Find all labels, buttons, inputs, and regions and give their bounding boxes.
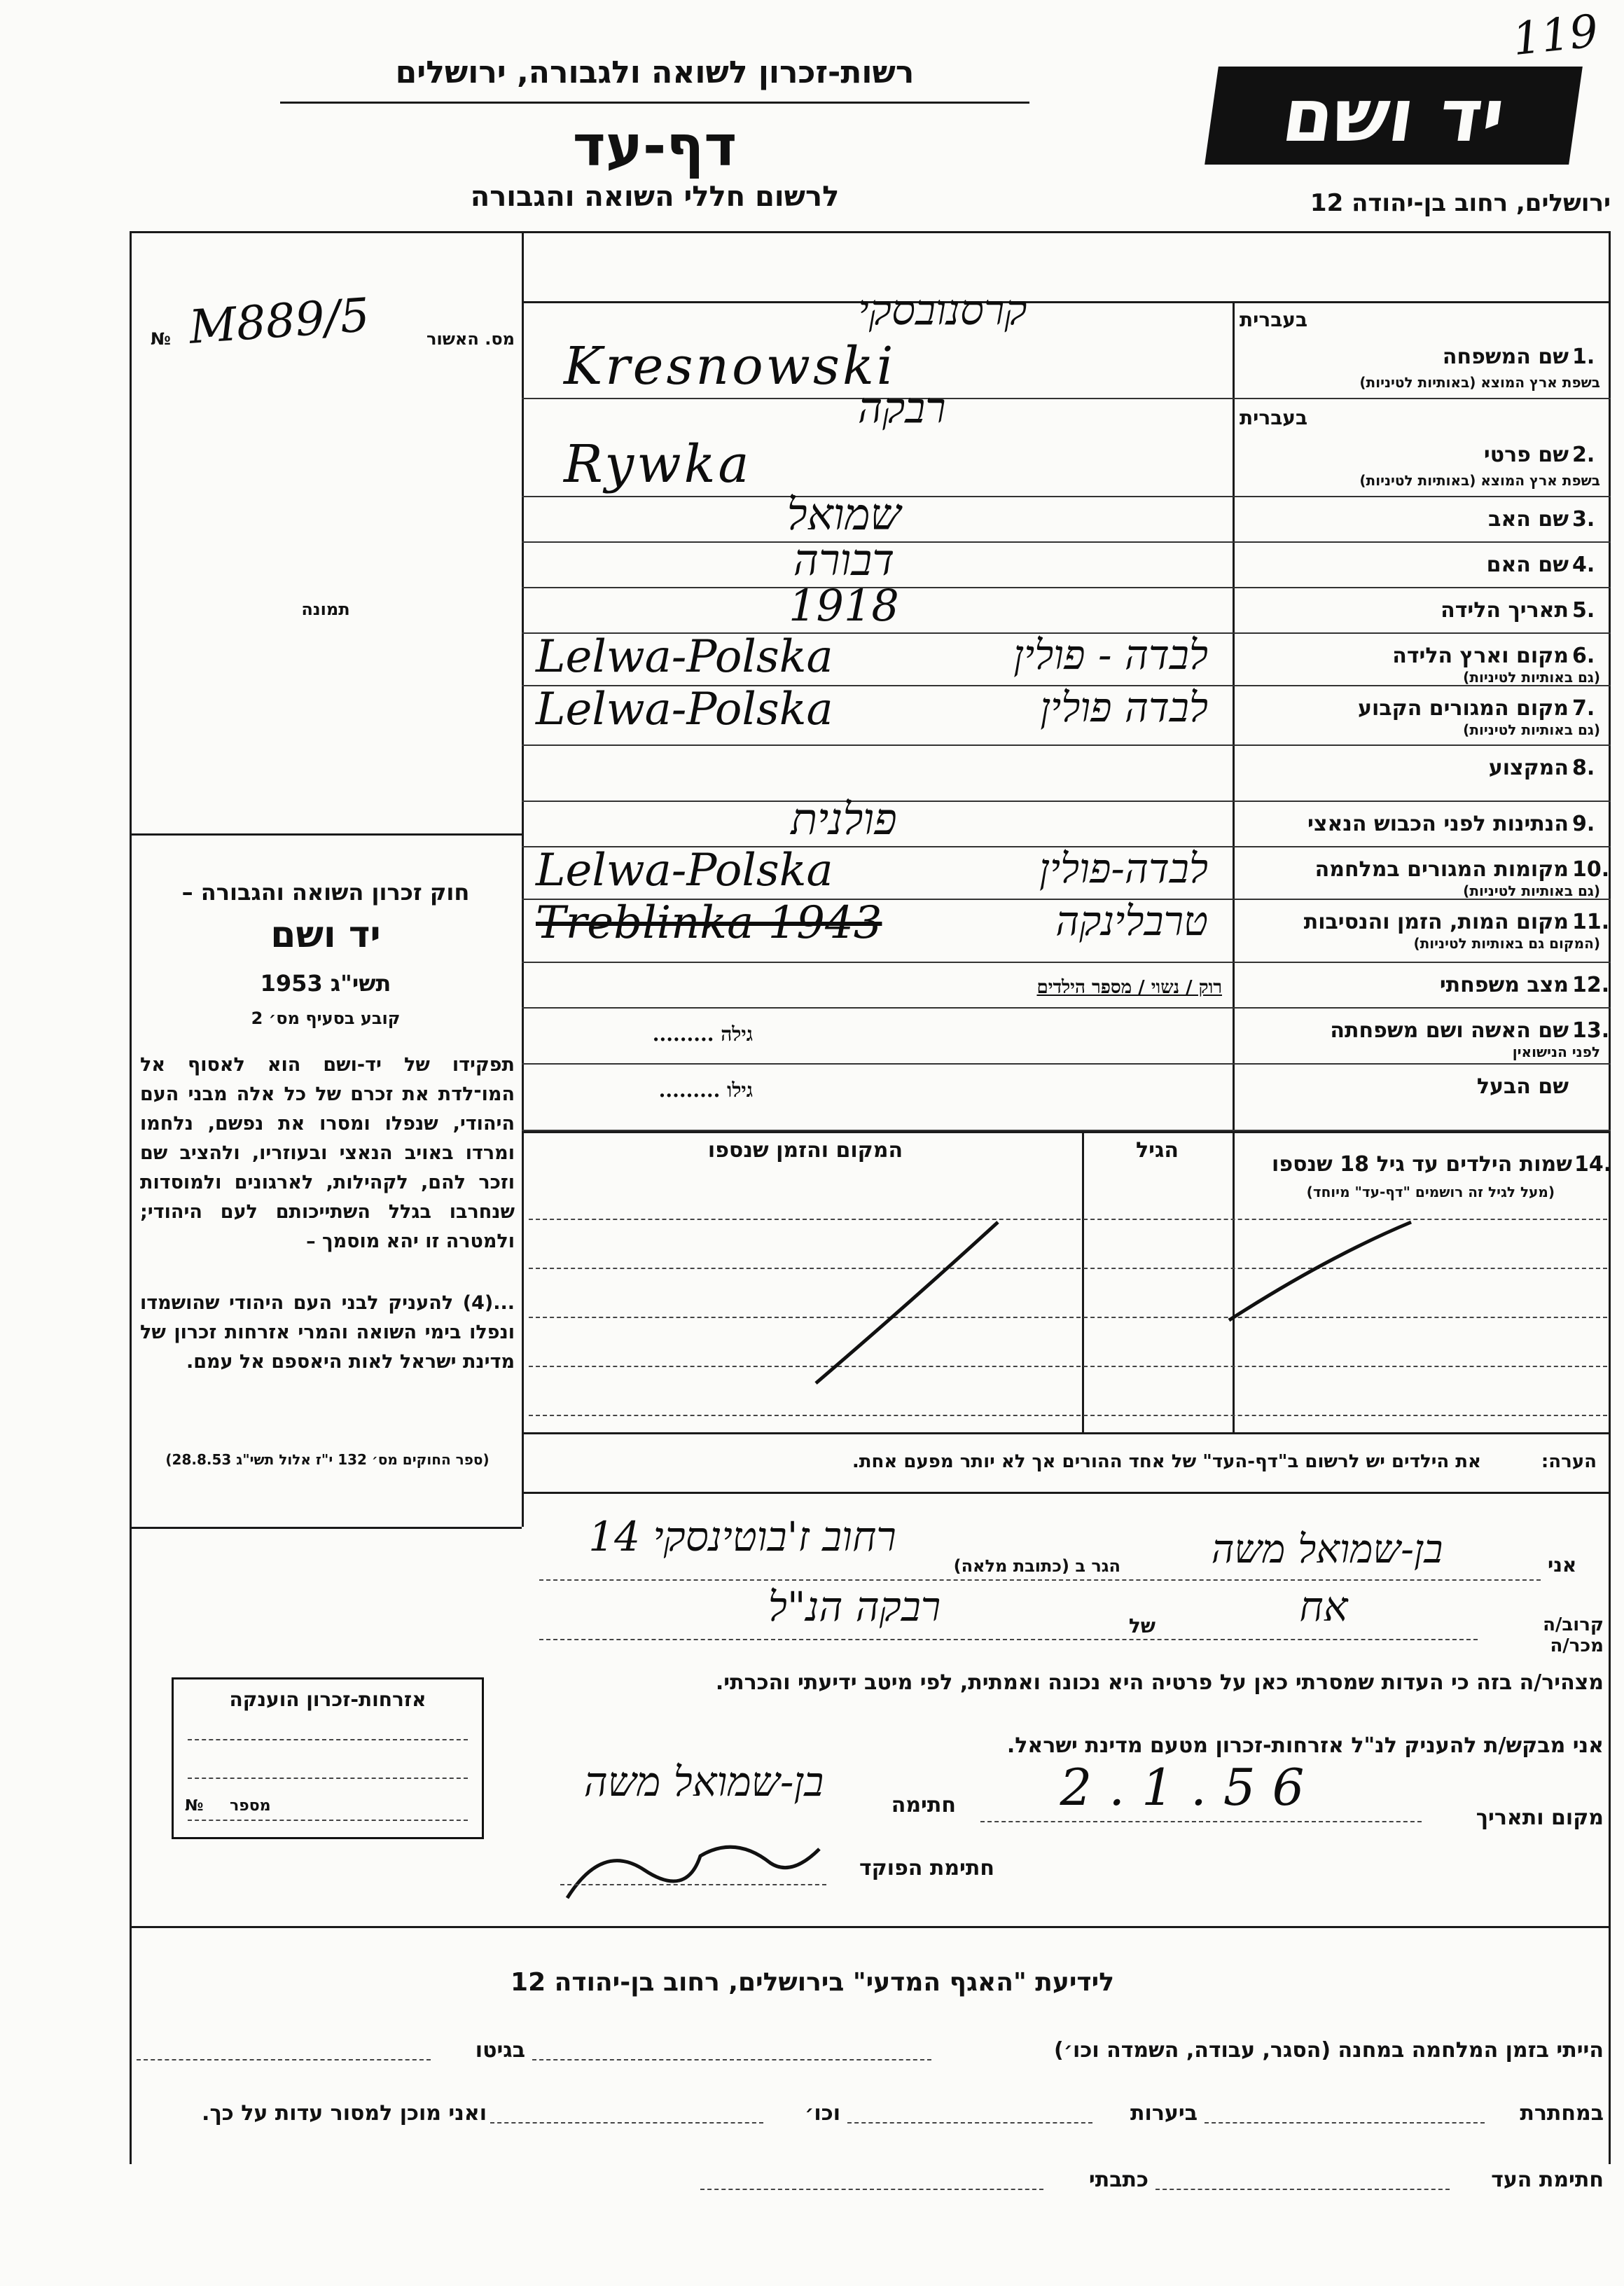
photo-box-rule <box>130 833 522 836</box>
header-rule <box>280 102 1029 104</box>
relative-label: קרוב/ה מכר/ה <box>1543 1614 1604 1656</box>
field-label: מקום המגורים הקבוע <box>1358 696 1569 721</box>
law-text-2: ...(4) להעניק לבני העם היהודי שהושמדו ונפלו בימי השואה והמרי אזרחות זכרון של מדינת ישראל לאות היאספם אל עמם. <box>140 1292 515 1373</box>
address: ירושלים, רחוב בן-יהודה 12 <box>1310 189 1611 217</box>
field-sublabel: (המקום גם באותיות לטיניות) <box>1413 935 1600 952</box>
law-name: יד ושם <box>270 914 381 956</box>
field-label: תאריך הלידה <box>1441 598 1569 623</box>
children-num: 14. <box>1574 1152 1612 1177</box>
law-title: חוק זכרון השואה והגבורה – <box>181 879 470 906</box>
note-label: הערה: <box>1541 1451 1597 1472</box>
field-number: 8. <box>1572 756 1595 780</box>
field-number: 13. <box>1572 1018 1610 1043</box>
field-number: 12. <box>1572 973 1610 997</box>
footer-line-2c: וכו׳ <box>805 2101 840 2126</box>
official-line <box>560 1884 826 1885</box>
field-value-hebrew: לבדה פולין <box>1040 684 1208 731</box>
field-sublabel: (גם באותיות לטיניות) <box>1463 721 1600 738</box>
field-label: שם הבעל <box>1476 1074 1569 1099</box>
field-number: 5. <box>1572 598 1595 623</box>
field-number: 9. <box>1572 812 1595 836</box>
field-value: פולנית <box>791 794 897 845</box>
field-value: רוק / נשוי / מספר הילדים <box>1036 977 1222 998</box>
field-number: 2. <box>1572 443 1595 467</box>
field-row <box>522 1065 1611 1131</box>
citizenship-line-1 <box>188 1739 468 1740</box>
declaration-top-rule <box>522 1492 1611 1494</box>
field-hebrew-label: בעברית <box>1240 406 1308 429</box>
footer-line-1a: הייתי בזמן המלחמה במחנה (הסגר, עבודה, השמדה וכו׳) <box>1054 2038 1604 2063</box>
archive-number: 119 <box>1510 5 1601 67</box>
children-sub: (מעל לגיל זה רושמים "דף-עד" מיוחד) <box>1306 1184 1555 1200</box>
field-row <box>522 897 1611 963</box>
footer-line-3b: כתבתי <box>1088 2168 1148 2192</box>
yad-vashem-logo: יד ושם <box>1205 67 1583 165</box>
footer-line-2a: במחתרת <box>1520 2101 1604 2126</box>
field-value: שמואל <box>786 489 901 540</box>
field-sublabel: בשפת ארץ המוצא (באותיות לטיניות) <box>1359 374 1600 391</box>
field-row <box>522 686 1611 746</box>
signature-value: בן-שמואל משה <box>583 1758 824 1806</box>
children-label-text: שמות הילדים עד גיל 18 שנספו <box>1272 1152 1572 1177</box>
footer-dots-2a <box>1205 2122 1485 2124</box>
law-source: (ספר החוקים מס׳ 132 י"ז אלול תשי"ג 28.8.53) <box>165 1451 490 1468</box>
field-value-latin: Lelwa-Polska <box>536 845 833 896</box>
note-text: את הילדים יש לרשום ב"דף-העד" של אחד ההורים אך לא יותר מפעם אחת. <box>852 1451 1481 1472</box>
note-top-rule <box>522 1432 1611 1434</box>
field-label: מקום המות, הזמן והנסיבות <box>1303 910 1569 934</box>
footer-line-1b: בגיטו <box>475 2038 525 2063</box>
field-sublabel: לפני הנישואין <box>1512 1044 1600 1060</box>
field-number: 6. <box>1572 644 1595 668</box>
strike-mark-1 <box>816 1222 998 1383</box>
footer-dots-1a <box>532 2059 931 2060</box>
signature-label: חתימה <box>891 1793 956 1817</box>
statement-1: מצהיר/ה בזה כי העדות שמסרתי כאן על פרטיה היא נכונה ואמתית, לפי מיטב ידיעתי והכרתי. <box>715 1670 1604 1695</box>
field-number: 7. <box>1572 696 1595 721</box>
field-label: שם האשה ושם משפחתה <box>1330 1018 1569 1043</box>
footer-dots-2c <box>490 2122 763 2124</box>
footer-title: לידיעת "האגף המדעי" בירושלים, רחוב בן-יהודה 12 <box>511 1968 1114 1997</box>
reg-number-value: M889/5 <box>187 288 372 354</box>
official-signature-mark <box>560 1828 826 1905</box>
citizenship-title: אזרחות-זכרון הוענקה <box>229 1688 426 1711</box>
footer-top-rule <box>130 1926 1611 1928</box>
citizenship-number-label: מספר <box>230 1797 271 1815</box>
declarant-name: בן-שמואל משה <box>1211 1527 1443 1572</box>
field-number: 3. <box>1572 507 1595 532</box>
statement-2: אני מבקש/ת להעניק לנ"ל אזרחות-זכרון מטעם מדינת ישראל. <box>1006 1733 1604 1758</box>
field-value-hebrew: לבדה - פולין <box>1013 631 1208 679</box>
official-signature-label: חתימת הפוקד <box>859 1856 994 1880</box>
citizenship-line-3 <box>188 1820 468 1821</box>
field-value-latin: Kresnowski <box>564 336 896 396</box>
field-value-hebrew: לבדה-פולין <box>1039 845 1208 892</box>
left-panel-bottom <box>130 1527 522 1529</box>
col-place-header: המקום והזמן שנספו <box>707 1138 903 1163</box>
field-number: 11. <box>1572 910 1610 934</box>
citizenship-box <box>172 1677 484 1839</box>
strike-mark-2 <box>1229 1222 1411 1320</box>
field-value-hebrew: טרבלינקה <box>1055 897 1208 945</box>
field-row <box>522 286 1611 399</box>
citizenship-line-2 <box>188 1778 468 1779</box>
living-at-label: הגר ב (כתובת מלאה) <box>953 1556 1120 1576</box>
address-value: רחוב ז'בוטינסקי 14 <box>588 1513 896 1560</box>
field-label: שם האב <box>1488 507 1569 532</box>
field-sublabel: (גם באותיות לטיניות) <box>1463 669 1600 686</box>
field-sublabel: בשפת ארץ המוצא (באותיות לטיניות) <box>1359 472 1600 489</box>
footer-dots-1b <box>137 2059 431 2060</box>
footer-line-2d: ואני מוכן למסור עדות על כך. <box>202 2101 487 2126</box>
place-date-label: מקום ותאריך <box>1476 1806 1604 1830</box>
field-row <box>522 963 1611 1009</box>
field-value-latin: Rywka <box>564 434 752 494</box>
field-value-latin: Lelwa-Polska <box>536 631 833 683</box>
law-year: תשי"ג 1953 <box>260 970 391 997</box>
field-value-hebrew: רבקה <box>858 384 946 433</box>
field-value-hebrew: קרסנובסקי <box>858 286 1027 335</box>
footer-dots-2b <box>847 2122 1092 2124</box>
field-row <box>522 631 1611 686</box>
of-label: של <box>1128 1614 1155 1637</box>
field-label: מצב משפחתי <box>1439 973 1569 997</box>
org-line: רשות-זכרון לשואה ולגבורה, ירושלים <box>395 55 915 90</box>
citizenship-number-sign: № <box>185 1797 204 1815</box>
footer-dots-3a <box>1155 2189 1450 2190</box>
children-strike-marks <box>522 1131 1611 1432</box>
date-line <box>980 1821 1422 1822</box>
footer-line-2b: ביערות <box>1130 2101 1198 2126</box>
field-label: הנתינות לפני הכבוש הנאצי <box>1307 812 1569 836</box>
field-value: 1918 <box>789 580 899 631</box>
form-title: דף-עד <box>572 113 737 179</box>
field-value: דבורה <box>793 534 895 586</box>
field-label: המקצוע <box>1488 756 1569 780</box>
field-number: 1. <box>1572 345 1595 369</box>
i-am-label: אני <box>1548 1553 1577 1577</box>
frame-top <box>130 231 1611 233</box>
field-label: מקומות המגורים במלחמה <box>1314 857 1569 882</box>
field-number: 10. <box>1572 857 1610 882</box>
relation-value: אח <box>1299 1583 1348 1630</box>
field-label: מקום וארץ הלידה <box>1392 644 1569 668</box>
col-age-header: הגיל <box>1136 1138 1179 1163</box>
declarant-line <box>539 1579 1541 1581</box>
law-clause: קובע בסעיף מס׳ 2 <box>251 1009 401 1028</box>
field-value: גילה ......... <box>652 1023 753 1046</box>
field-label: שם האם <box>1486 553 1569 577</box>
reg-label: מס. האשור <box>426 329 515 349</box>
field-value-latin: Lelwa-Polska <box>536 684 833 735</box>
form-subtitle: לרשום חללי השואה והגבורה <box>470 181 840 213</box>
field-hebrew-label: בעברית <box>1240 308 1308 331</box>
reg-no-sign: № <box>151 329 171 349</box>
field-value: גילו ......... <box>658 1079 753 1102</box>
field-label: שם המשפחה <box>1442 345 1569 369</box>
photo-label: תמונה <box>301 600 350 619</box>
field-row <box>522 1009 1611 1065</box>
field-row <box>522 384 1611 497</box>
of-value: רבקה הנ"ל <box>768 1583 941 1630</box>
footer-dots-3b <box>700 2189 1043 2190</box>
field-value-latin: Treblinka 1943 <box>536 897 882 949</box>
footer-line-3a: חתימת העד <box>1491 2168 1604 2192</box>
field-sublabel: (גם באותיות לטיניות) <box>1463 882 1600 899</box>
field-row <box>522 847 1611 900</box>
date-value: 2.1.56 <box>1060 1758 1321 1817</box>
frame-left <box>130 231 132 2164</box>
field-row <box>522 794 1611 847</box>
law-text-1: תפקידו של יד-ושם הוא לאסוף אל המו־לדת את זכרם של כל אלה מבני העם היהודי, שנפלו ומסרו את נפשם, נלחמו ומרדו באויב הנאצי ובעוזריו, ולהציב שם וזכר להם, לקהילות, לארגונים ולמוסדות שנחרבו בגלל השתייכותם לעם היהודי; ולמטרה זו יהא מוסמך – <box>140 1054 515 1252</box>
field-row <box>522 580 1611 634</box>
field-number: 4. <box>1572 553 1595 577</box>
field-label: שם פרטי <box>1483 443 1569 467</box>
relation-line <box>539 1639 1478 1640</box>
